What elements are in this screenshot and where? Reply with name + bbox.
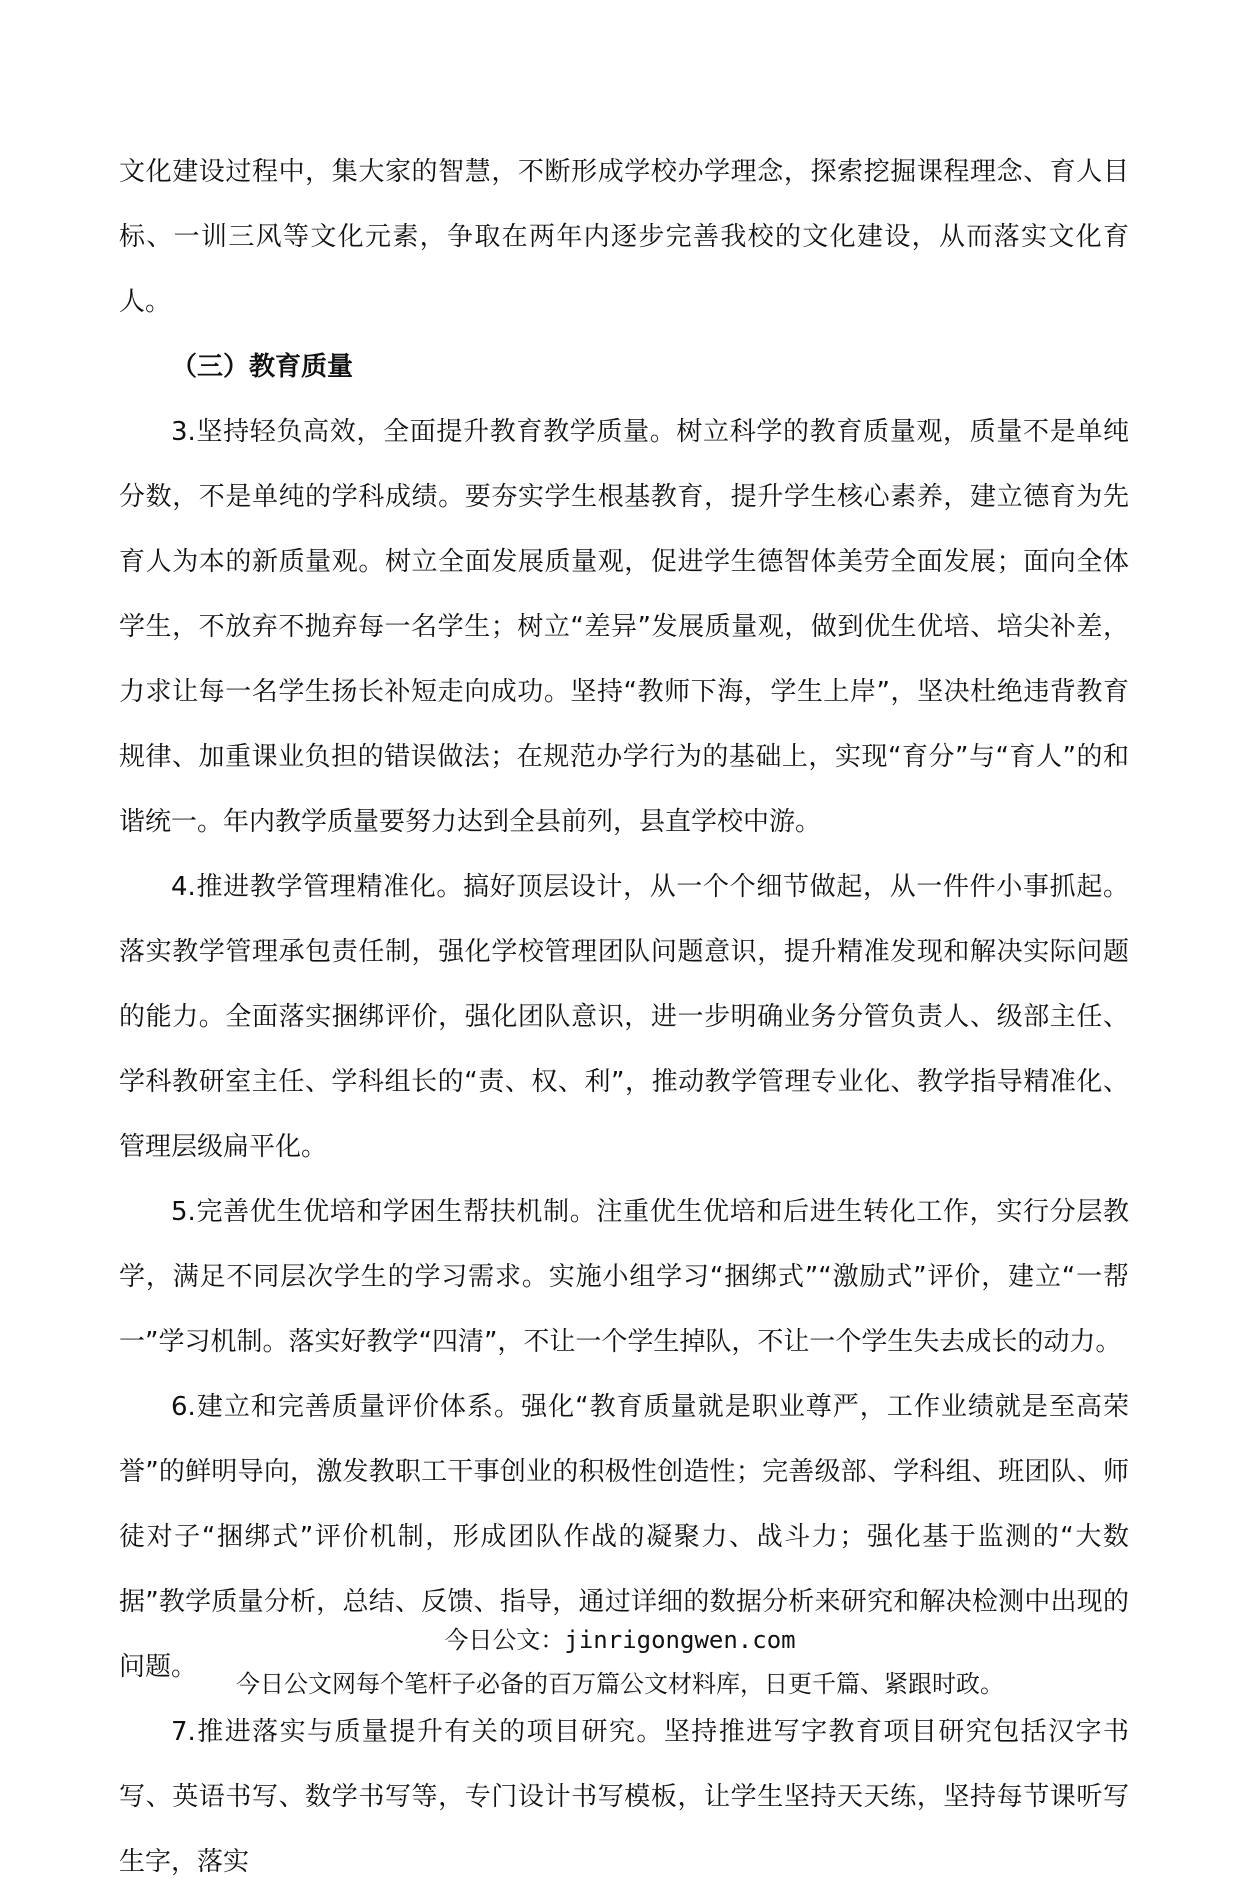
paragraph-item-5: 5.完善优生优培和学困生帮扶机制。注重优生优培和后进生转化工作，实行分层教学，满足不同层次学生的学习需求。实施小组学习“捆绑式”“激励式”评价，建立“一帮一”学习机制。落实好教学“四清”，不让一个学生掉队，不让一个学生失去成长的动力。 (119, 1197, 1129, 1357)
paragraph-item-7: 7.推进落实与质量提升有关的项目研究。坚持推进写字教育项目研究包括汉字书写、英语书写、数学书写等，专门设计书写模板，让学生坚持天天练，坚持每节课听写生字，落实 (119, 1717, 1129, 1877)
footer-tagline: 今日公文网每个笔杆子必备的百万篇公文材料库，日更千篇、紧跟时政。 (236, 1670, 1004, 1698)
footer-url-link[interactable]: jinrigongwen.com (564, 1626, 796, 1654)
section-heading-education-quality: （三）教育质量 (171, 352, 354, 382)
paragraph-item-3: 3.坚持轻负高效，全面提升教育教学质量。树立科学的教育质量观，质量不是单纯分数，不是单纯的学科成绩。要夯实学生根基教育，提升学生核心素养，建立德育为先育人为本的新质量观。树立全面发展质量观，促进学生德智体美劳全面发展；面向全体学生，不放弃不抛弃每一名学生；树立“差异”发展质量观，做到优生优培、培尖补差，力求让每一名学生扬长补短走向成功。坚持“教师下海，学生上岸”，坚决杜绝违背教育规律、加重课业负担的错误做法；在规范办学行为的基础上，实现“育分”与“育人”的和谐统一。年内教学质量要努力达到全县前列，县直学校中游。 (119, 417, 1129, 837)
paragraph-item-4: 4.推进教学管理精准化。搞好顶层设计，从一个个细节做起，从一件件小事抓起。落实教学管理承包责任制，强化学校管理团队问题意识，提升精准发现和解决实际问题的能力。全面落实捆绑评价，强化团队意识，进一步明确业务分管负责人、级部主任、学科教研室主任、学科组长的“责、权、利”，推动教学管理专业化、教学指导精准化、管理层级扁平化。 (119, 872, 1129, 1162)
paragraph-culture-continuation: 文化建设过程中，集大家的智慧，不断形成学校办学理念，探索挖掘课程理念、育人目标、一训三风等文化元素，争取在两年内逐步完善我校的文化建设，从而落实文化育人。 (119, 157, 1129, 317)
footer-label: 今日公文： (444, 1626, 565, 1654)
footer-source (0, 1620, 1240, 1655)
paragraph-item-6: 6.建立和完善质量评价体系。强化“教育质量就是职业尊严，工作业绩就是至高荣誉”的鲜明导向，激发教职工干事创业的积极性创造性；完善级部、学科组、班团队、师徒对子“捆绑式”评价机制，形成团队作战的凝聚力、战斗力；强化基于监测的“大数据”教学质量分析，总结、反馈、指导，通过详细的数据分析来研究和解决检测中出现的问题。 (119, 1392, 1129, 1682)
